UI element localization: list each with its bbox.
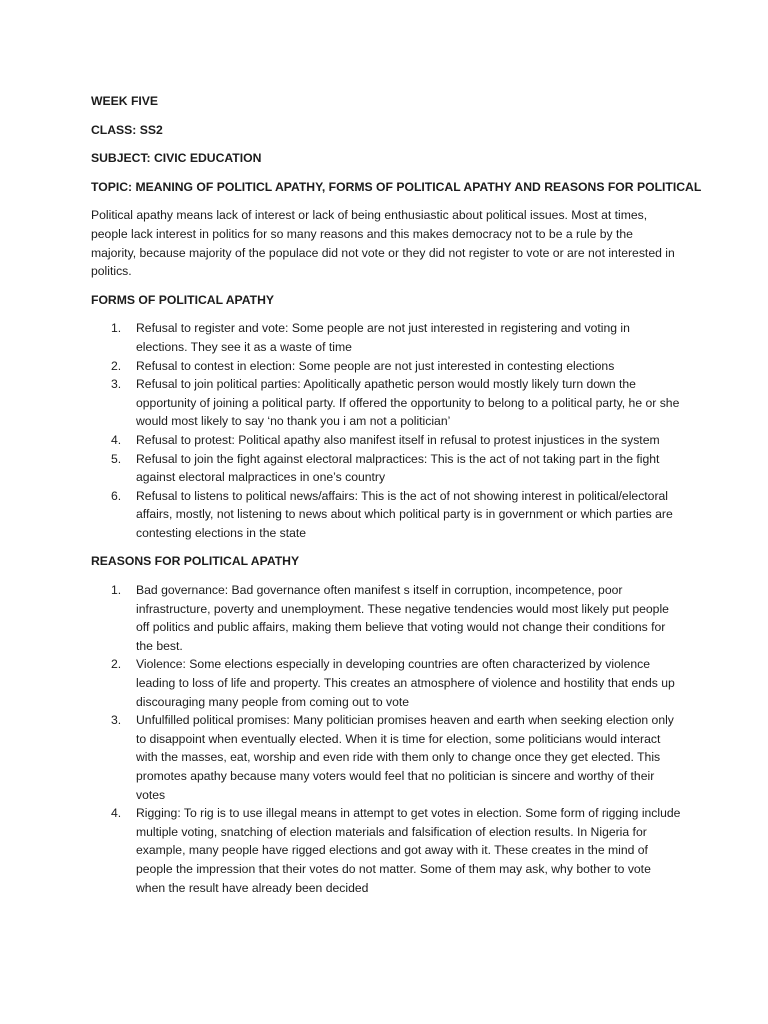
reasons-list — [91, 581, 681, 897]
forms-list — [91, 319, 681, 542]
list-number: 4. — [111, 432, 122, 447]
intro-paragraph: Political apathy means lack of interest or lack of being enthusiastic about political issues. Most at times, people lack interest in politics for so many reasons and this makes democracy not to be a rule by the majority, because majority of the populace did not vote or they did not register to vote or are not interested in politics. — [91, 208, 675, 279]
list-number: 4. — [111, 806, 122, 821]
class-heading: CLASS: SS2 — [91, 122, 163, 137]
list-item-text: Refusal to listens to political news/affairs: This is the act of not showing interest in political/electoral affairs, mostly, not listening to news about which political party is in government or which parties are contesting elections in the state — [136, 488, 673, 540]
list-item-text: Refusal to contest in election: Some people are not just interested in contesting elections — [136, 358, 615, 373]
list-item — [91, 357, 681, 376]
list-item — [91, 375, 681, 431]
topic-heading: TOPIC: MEANING OF POLITICL APATHY, FORMS OF POLITICAL APATHY AND REASONS FOR POLITICAL — [91, 179, 702, 194]
list-item — [91, 581, 681, 655]
week-heading: WEEK FIVE — [91, 94, 159, 108]
list-item — [91, 711, 681, 804]
list-number: 1. — [111, 321, 122, 336]
list-number: 3. — [111, 713, 122, 728]
list-item — [91, 487, 681, 543]
list-item — [91, 450, 681, 487]
forms-heading: FORMS OF POLITICAL APATHY — [91, 292, 275, 307]
list-item — [91, 431, 681, 450]
list-item — [91, 319, 681, 356]
list-number: 1. — [111, 583, 122, 598]
list-item-text: Refusal to join political parties: Apolitically apathetic person would mostly likely turn down the opportunity of joining a political party. If offered the opportunity to belong to a political party, he or she would most likely to say ‘no thank you i am not a politician’ — [136, 377, 680, 429]
list-item-text: Rigging: To rig is to use illegal means in attempt to get votes in election. Some form of rigging include multiple voting, snatching of election materials and falsification of election results. In Nigeria for example, many people have rigged elections and got away with it. These creates in the mind of people the impression that their votes do not matter. Some of them may ask, why bother to vote when the result have already been decided — [136, 806, 681, 895]
list-item-text: Unfulfilled political promises: Many politician promises heaven and earth when seeking election only to disappoint when eventually elected. When it is time for election, some politicians would interact with the masses, eat, worship and even ride with them only to change once they get elected. This promotes apathy because many voters would feel that no politician is sincere and worthy of their votes — [136, 713, 674, 802]
subject-heading: SUBJECT: CIVIC EDUCATION — [91, 151, 262, 166]
list-number: 2. — [111, 657, 122, 672]
list-number: 2. — [111, 358, 122, 373]
list-item-text: Violence: Some elections especially in developing countries are often characterized by violence leading to loss of life and property. This creates an atmosphere of violence and hostility that ends up discouraging many people from coming out to vote — [136, 657, 675, 709]
list-number: 6. — [111, 488, 122, 503]
list-item-text: Bad governance: Bad governance often manifest s itself in corruption, incompetence, poor infrastructure, poverty and unemployment. These negative tendencies would most likely put people off politics and public affairs, making them believe that voting would not change their conditions for the best. — [136, 583, 669, 653]
list-number: 5. — [111, 451, 122, 466]
document-page — [91, 92, 702, 907]
reasons-heading: REASONS FOR POLITICAL APATHY — [91, 554, 300, 569]
list-number: 3. — [111, 377, 122, 392]
list-item — [91, 804, 681, 897]
list-item — [91, 655, 681, 711]
list-item-text: Refusal to protest: Political apathy also manifest itself in refusal to protest injustices in the system — [136, 432, 660, 447]
list-item-text: Refusal to join the fight against electoral malpractices: This is the act of not taking part in the fight against electoral malpractices in one’s country — [136, 451, 660, 485]
list-item-text: Refusal to register and vote: Some people are not just interested in registering and voting in elections. They see it as a waste of time — [136, 321, 630, 354]
